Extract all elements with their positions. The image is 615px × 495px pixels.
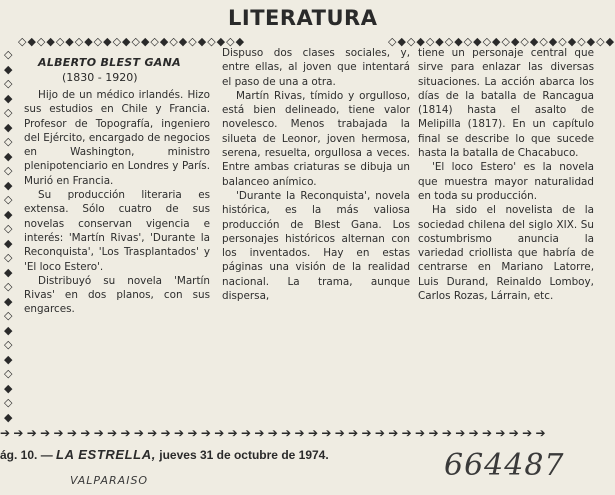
column-2	[222, 46, 410, 303]
diamond-border-top-left: ◇◆◇◆◇◆◇◆◇◆◇◆◇◆◇◆◇◆◇◆◇◆◇◆	[18, 36, 246, 48]
column-1-paragraph: Distribuyó su novela 'Martín Rivas' en dos planos, con sus engarces.	[24, 274, 210, 316]
newspaper-name: LA ESTRELLA,	[56, 447, 156, 462]
column-1-paragraph: Su producción literaria es extensa. Sólo cuatro de sus novelas conservan vigencia e interés: 'Martín Rivas', 'Durante la Reconquista', 'Los Trasplantados' y 'El loco Estero'.	[24, 189, 210, 273]
diamond-border-left: ◇ ◆ ◇ ◆ ◇ ◆ ◇ ◆ ◇ ◆ ◇ ◆ ◇ ◆ ◇ ◆ ◇ ◆ ◇ ◆ ◇ ◆ ◇ ◆ ◇ ◆	[4, 49, 13, 424]
publication-date: jueves 31 de octubre de 1974.	[159, 448, 329, 462]
column-3	[418, 46, 594, 303]
column-2-paragraph: 'Durante la Reconquista', novela histórica, es la más valiosa producción de Blest Gana. Los personajes históricos alternan con los inventados. Hay en estas páginas una visión de la realidad nacional. La trama, aunque dispersa,	[222, 189, 410, 303]
page-number: ág. 10. —	[0, 448, 53, 462]
diamond-border-top-right: ◇◆◇◆◇◆◇◆◇◆◇◆◇◆◇◆◇◆◇◆◇◆◇◆	[388, 36, 615, 48]
author-years: (1830 - 1920)	[62, 71, 138, 84]
column-1-paragraph: Hijo de un médico irlandés. Hizo sus estudios en Chile y Francia. Profesor de Topografía, ingeniero del Ejército, encargado de negocios en Washington, ministro plenipotenciario en Londres y París. Murió en Francia.	[24, 89, 210, 187]
handwritten-number: 664487	[444, 448, 565, 483]
column-1	[24, 60, 210, 317]
section-title: LITERATURA	[228, 6, 378, 30]
handwritten-city: VALPARAISO	[70, 474, 149, 487]
arrow-border-bottom: ➔ ➔ ➔ ➔ ➔ ➔ ➔ ➔ ➔ ➔ ➔ ➔ ➔ ➔ ➔ ➔ ➔ ➔ ➔ ➔ ➔ ➔ ➔ ➔ ➔ ➔ ➔ ➔ ➔ ➔ ➔ ➔ ➔ ➔ ➔ ➔ ➔ ➔ ➔ ➔ ➔	[0, 426, 546, 440]
footer-line	[0, 447, 329, 462]
column-2-paragraph: Dispuso dos clases sociales, y, entre ellas, al joven que intentará el paso de una a otra.	[222, 47, 410, 88]
column-3-paragraph: 'El loco Estero' es la novela que muestra mayor naturalidad en toda su producción.	[418, 161, 594, 202]
author-name: ALBERTO BLEST GANA	[38, 56, 181, 69]
column-2-paragraph: Martín Rivas, tímido y orgulloso, está bien delineado, tiene valor novelesco. Menos trabajada la silueta de Leonor, joven hermosa, serena, resuelta, orgullosa a veces. Entre ambas criaturas se dibuja un balanceo anímico.	[222, 89, 410, 188]
column-3-paragraph: tiene un personaje central que sirve para enlazar las diversas situaciones. La acción abarca los días de la batalla de Rancagua (1814) hasta el asalto de Melipilla (1817). En un capítulo final se describe lo que sucede hasta la batalla de Chacabuco.	[418, 47, 594, 160]
column-3-paragraph: Ha sido el novelista de la sociedad chilena del siglo XIX. Su costumbrismo anuncia la variedad criollista que habría de centrarse en Mariano Latorre, Luis Durand, Reinaldo Lomboy, Carlos Rozas, Lárrain, etc.	[418, 204, 594, 303]
